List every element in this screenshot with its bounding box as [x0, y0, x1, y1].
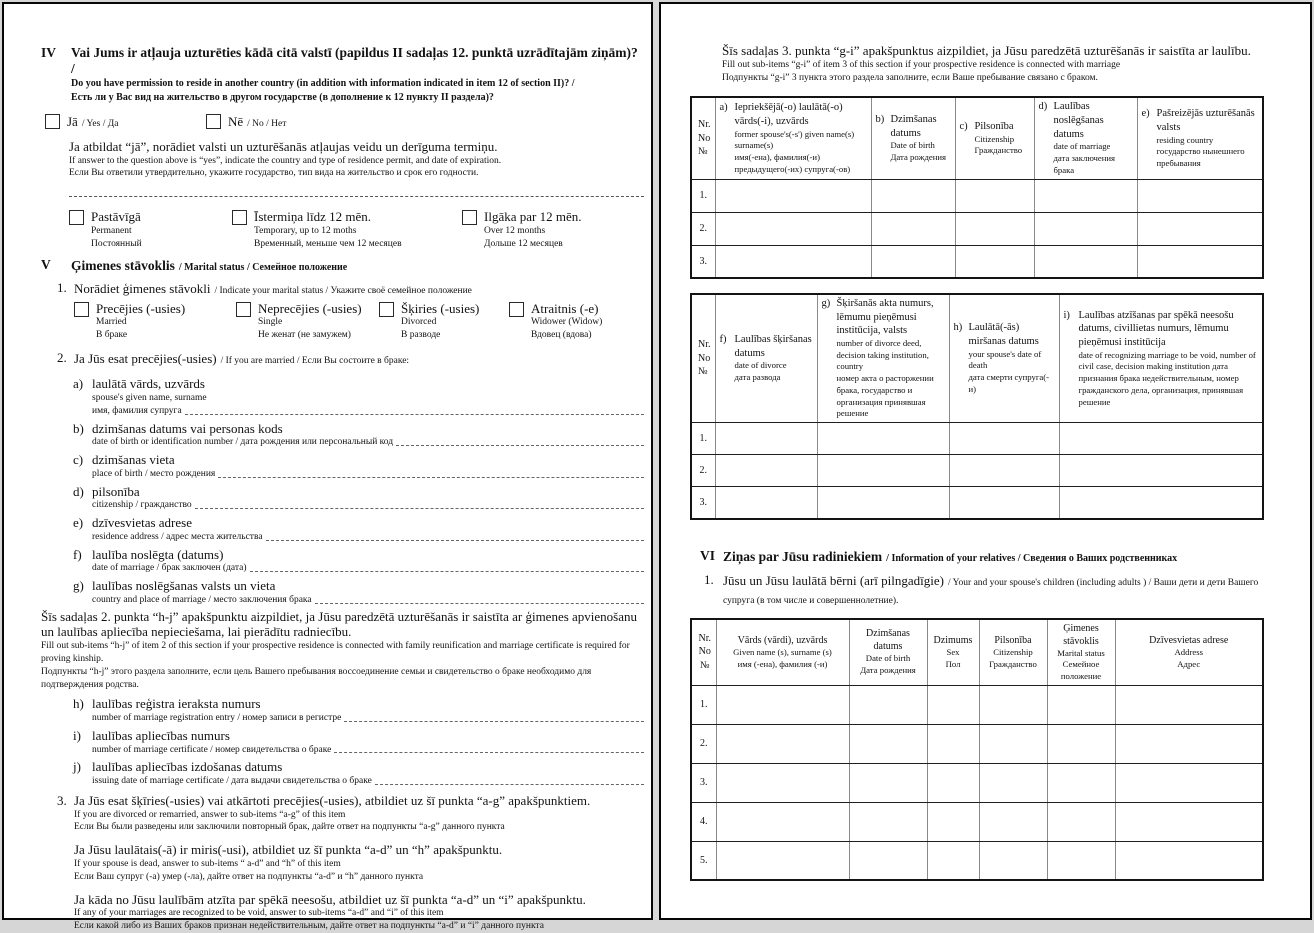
marital-status-options — [74, 301, 644, 342]
option-label-en: Over 12 months — [484, 225, 546, 236]
empty-cell[interactable] — [1115, 802, 1263, 841]
col-header-sex: Dzimums Sex Пол — [927, 619, 979, 686]
fill-in-line[interactable] — [195, 508, 644, 509]
checkbox-permanent[interactable] — [69, 210, 84, 225]
subitem-label-lv: laulātā vārds, uzvārds — [92, 376, 205, 392]
group-lv: Ja Jūs esat šķīries(-usies) vai atkārtoti precējies(-usies), atbildiet uz šī punkta “a-g” apakšpunktiem. — [74, 792, 591, 808]
subitem-label-lv: laulība noslēgta (datums) — [92, 546, 224, 562]
item-number: 3. — [57, 792, 67, 808]
checkbox-yes[interactable] — [45, 114, 60, 129]
note-h-j — [41, 609, 644, 692]
empty-cell[interactable] — [716, 685, 849, 724]
no-label-translation: / No / Нет — [247, 118, 287, 129]
empty-cell[interactable] — [949, 423, 1059, 455]
subitem-key: f) — [73, 546, 82, 562]
checkbox-single[interactable] — [236, 302, 251, 317]
empty-cell[interactable] — [927, 724, 979, 763]
col-key: c) — [959, 120, 968, 132]
empty-cell[interactable] — [1115, 724, 1263, 763]
empty-cell[interactable] — [1115, 841, 1263, 880]
intro-ru: Подпункты “g-i” 3 пункта этого раздела заполните, если Ваше пребывание связано с браком. — [722, 72, 1098, 83]
group-ru: Если Вы были разведены или заключили повторный брак, дайте ответ на подпункты “a-g” данного пункта — [74, 822, 505, 833]
option-widower — [509, 301, 602, 342]
row-number: 1. — [691, 423, 715, 455]
subitem-label-lv: pilsonība — [92, 483, 140, 499]
col-header-nr: Nr. No № — [691, 619, 716, 686]
subitem-label-lv: dzīvesvietas adrese — [92, 515, 192, 531]
empty-cell[interactable] — [979, 802, 1047, 841]
subitem-label-translation: date of marriage / брак заключен (дата) — [92, 563, 247, 574]
option-label-en: Permanent — [91, 225, 132, 236]
subitem-key: h) — [73, 696, 84, 712]
checkbox-no[interactable] — [206, 114, 221, 129]
empty-cell[interactable] — [849, 802, 927, 841]
empty-cell[interactable] — [817, 455, 949, 487]
subitem-label-translation: number of marriage certificate / номер свидетельства о браке — [92, 744, 332, 755]
empty-cell[interactable] — [849, 763, 927, 802]
empty-cell[interactable] — [1047, 724, 1115, 763]
item-1-children-lv: Jūsu un Jūsu laulātā bērni (arī pilngadīgie) — [723, 572, 944, 588]
section-iv-title-ru: Есть ли у Вас вид на жительство в другом государстве (в дополнение к 12 пункту II раздела)? — [71, 92, 494, 104]
table-row — [691, 455, 1263, 487]
empty-cell[interactable] — [1047, 841, 1115, 880]
item-3-group-1 — [74, 793, 644, 834]
group-en: If any of your marriages are recognized to be void, answer to sub-items “a-d” and “i” of this item — [74, 908, 444, 919]
col-key: h) — [953, 322, 963, 334]
table-row — [691, 685, 1263, 724]
option-married — [74, 301, 236, 342]
subitem-d — [73, 484, 644, 513]
empty-cell[interactable] — [1034, 212, 1137, 245]
option-label-ru: Вдовец (вдова) — [531, 330, 592, 341]
subitem-e — [73, 515, 644, 544]
empty-cell[interactable] — [871, 179, 955, 212]
subitem-label-lv: laulības apliecības izdošanas datums — [92, 759, 283, 775]
group-ru: Если Ваш супруг (-а) умер (-ла), дайте ответ на подпункты “a-d” и “h” данного пункта — [74, 871, 424, 882]
row-number: 4. — [691, 802, 716, 841]
subitem-label-lv: laulības noslēgšanas valsts un vieta — [92, 578, 276, 594]
table-row — [691, 423, 1263, 455]
fill-in-line[interactable] — [396, 445, 644, 446]
empty-cell[interactable] — [927, 763, 979, 802]
option-temporary — [232, 209, 462, 250]
col-key: b) — [875, 114, 885, 126]
subitem-label-translation: citizenship / гражданство — [92, 500, 192, 511]
note-h-j-lv: Šīs sadaļas 2. punkta “h-j” apakšpunktu aizpildiet, ja Jūsu paredzētā uzturēšanās ir saistīta ar ģimenes apvienošanu un laulības apliecība nepieciešama, lai pierādītu radniecību. — [41, 608, 638, 640]
empty-cell[interactable] — [949, 487, 1059, 519]
checkbox-divorced[interactable] — [379, 302, 394, 317]
item-1-marital-status — [57, 280, 644, 298]
col-header-date-of-birth: Dzimšanas datums Date of birth Дата рождения — [849, 619, 927, 686]
empty-cell[interactable] — [1059, 455, 1263, 487]
empty-cell[interactable] — [949, 455, 1059, 487]
option-label-en: Widower (Widow) — [531, 317, 603, 328]
empty-cell[interactable] — [1137, 179, 1263, 212]
subitem-c — [73, 452, 644, 481]
row-number: 5. — [691, 841, 716, 880]
page-left — [2, 2, 653, 932]
row-number: 1. — [691, 685, 716, 724]
subitem-j — [73, 759, 644, 788]
col-header-nr: Nr. No № — [691, 97, 715, 179]
option-label-lv: Šķiries (-usies) — [401, 300, 480, 316]
note-en: If answer to the question above is “yes”, indicate the country and type of residence permit, and date of expiration. — [69, 155, 502, 166]
empty-cell[interactable] — [817, 487, 949, 519]
subitem-key: a) — [73, 376, 84, 392]
empty-cell[interactable] — [716, 841, 849, 880]
empty-cell[interactable] — [871, 212, 955, 245]
marriage-dissolution-table — [690, 293, 1264, 520]
empty-cell[interactable] — [716, 802, 849, 841]
subitem-label-translation: issuing date of marriage certificate / дата выдачи свидетельства о браке — [92, 776, 372, 786]
option-label-lv: Ilgāka par 12 mēn. — [484, 209, 582, 225]
intro-en: Fill out sub-items “g-i” of item 3 of this section if your prospective residence is connected with marriage — [722, 59, 1121, 70]
option-label-ru: Дольше 12 месяцев — [484, 238, 563, 249]
group-lv: Ja kāda no Jūsu laulībām atzīta par spēkā neesošu, atbildiet uz šī punkta “a-d” un “i” apakšpunktu. — [74, 891, 586, 907]
previous-marriages-table — [690, 96, 1264, 279]
option-label-en: Temporary, up to 12 moths — [254, 225, 357, 236]
group-ru: Если какой либо из Ваших браков признан недействительным, дайте ответ на подпункты “a-d” и “i” данного пункта — [74, 921, 544, 932]
empty-cell[interactable] — [1034, 179, 1137, 212]
option-yes — [45, 113, 206, 131]
subitem-label-translation: residence address / адрес места жительства — [92, 531, 263, 542]
empty-cell[interactable] — [817, 423, 949, 455]
col-header-spouse-death-date: h) Laulātā(-ās) miršanas datums your spouse's date of death дата смерти супруга(-и) — [949, 294, 1059, 423]
subitem-label-lv: dzimšanas datums vai personas kods — [92, 420, 283, 436]
yes-label-translation: / Yes / Да — [81, 118, 119, 129]
option-permanent — [69, 209, 232, 250]
option-label-lv: Precējies (-usies) — [96, 300, 186, 316]
option-label-lv: Atraitnis (-e) — [531, 300, 599, 316]
option-label-ru: Не женат (не замужем) — [258, 330, 351, 341]
item-3-group-3 — [74, 892, 644, 933]
table-row — [691, 841, 1263, 880]
empty-cell[interactable] — [955, 179, 1034, 212]
empty-cell[interactable] — [849, 841, 927, 880]
option-label-ru: Временный, меньше чем 12 месяцев — [254, 238, 402, 249]
fill-in-line[interactable] — [266, 540, 644, 541]
subitem-b — [73, 421, 644, 450]
table-row — [691, 179, 1263, 212]
checkbox-widower[interactable] — [509, 302, 524, 317]
subitem-label-lv: laulības reģistra ieraksta numurs — [92, 696, 261, 712]
col-header-date-of-birth: b) Dzimšanas datums Date of birth Дата рождения — [871, 97, 955, 179]
group-en: If you are divorced or remarried, answer to sub-items “a-g” of this item — [74, 809, 346, 820]
item-3-divorced-remarried — [57, 793, 644, 933]
empty-cell[interactable] — [979, 841, 1047, 880]
option-single — [236, 301, 379, 342]
option-label-lv: Īstermiņa līdz 12 mēn. — [254, 209, 371, 225]
table-row — [691, 212, 1263, 245]
col-key: a) — [719, 102, 728, 114]
section-iv-heading — [41, 45, 644, 105]
fill-in-line[interactable] — [250, 571, 644, 572]
empty-cell[interactable] — [979, 685, 1047, 724]
item-1-label-translation: / Indicate your marital status / Укажите своё семейное положение — [214, 285, 472, 296]
item-2-label-lv: Ja Jūs esat precējies(-usies) — [74, 351, 217, 367]
subitem-key: d) — [73, 483, 84, 499]
empty-cell[interactable] — [979, 763, 1047, 802]
option-divorced — [379, 301, 509, 342]
subitem-a — [73, 376, 644, 417]
subitem-key: j) — [73, 759, 81, 775]
section-vi-title-lv: Ziņas par Jūsu radiniekiem — [723, 548, 883, 564]
empty-cell[interactable] — [849, 724, 927, 763]
row-number: 2. — [691, 212, 715, 245]
yes-label: Jā — [67, 113, 78, 129]
page-right — [659, 2, 1312, 920]
empty-cell[interactable] — [715, 212, 871, 245]
empty-cell[interactable] — [715, 487, 817, 519]
empty-cell[interactable] — [1047, 763, 1115, 802]
empty-cell[interactable] — [979, 724, 1047, 763]
item-2-label-translation: / If you are married / Если Вы состоите в браке: — [220, 356, 410, 367]
col-header-name-surname: Vārds (vārdi), uzvārds Given name (s), surname (s) имя (-ена), фамилия (-и) — [716, 619, 849, 686]
empty-cell[interactable] — [1059, 487, 1263, 519]
row-number: 2. — [691, 455, 715, 487]
section-v-title-translation: / Marital status / Семейное положение — [178, 261, 348, 273]
section-vi-title-translation: / Information of your relatives / Сведения о Ваших родственниках — [886, 552, 1178, 564]
row-number: 3. — [691, 763, 716, 802]
group-en: If your spouse is dead, answer to sub-items “ a-d” and “h” of this item — [74, 858, 341, 869]
option-label-en: Divorced — [401, 317, 437, 328]
section-v-title-lv: Ģimenes stāvoklis — [71, 257, 175, 273]
section-vi-number: VI — [700, 547, 716, 563]
note-lv: Ja atbildat “jā”, norādiet valsti un uzturēšanās atļaujas veidu un derīguma termiņu. — [69, 138, 498, 154]
table-row — [691, 763, 1263, 802]
table-row — [691, 487, 1263, 519]
note-h-j-ru: Подпункты “h-j” этого раздела заполните, если цель Вашего пребывания воссоединение семьи и свидетельство о браке необходимо для подтверждения родства. — [41, 666, 592, 690]
empty-cell[interactable] — [1115, 763, 1263, 802]
subitem-label-translation: number of marriage registration entry / номер записи в регистре — [92, 713, 342, 723]
permit-type-options — [69, 209, 644, 250]
subitem-key: c) — [73, 452, 84, 468]
empty-cell[interactable] — [1034, 245, 1137, 278]
empty-cell[interactable] — [1059, 423, 1263, 455]
item-number: 1. — [57, 279, 67, 295]
yes-no-row — [45, 113, 644, 131]
item-3-group-2 — [74, 842, 644, 883]
subitem-label-lv: laulības apliecības numurs — [92, 727, 230, 743]
empty-cell[interactable] — [715, 455, 817, 487]
group-lv: Ja Jūsu laulātais(-ā) ir miris(-usi), atbildiet uz šī punkta “a-d” un “h” apakšpunktu. — [74, 842, 503, 858]
empty-cell[interactable] — [955, 245, 1034, 278]
subitem-label-translation: place of birth / место рождения — [92, 468, 216, 479]
col-header-address: Dzīvesvietas adrese Address Адрес — [1115, 619, 1263, 686]
table-row — [691, 802, 1263, 841]
fill-in-line[interactable] — [375, 784, 644, 785]
checkbox-married[interactable] — [74, 302, 89, 317]
empty-cell[interactable] — [1047, 802, 1115, 841]
no-label: Nē — [228, 113, 244, 129]
subitem-key: g) — [73, 578, 84, 594]
children-table — [690, 618, 1264, 882]
option-label-ru: Постоянный — [91, 238, 142, 249]
empty-cell[interactable] — [1137, 212, 1263, 245]
row-number: 3. — [691, 487, 715, 519]
col-header-divorce-deed: g) Šķiršanās akta numurs, lēmumu pieņēmusi institūcija, valsts number of divorce deed, decision taking institution, country номер акта о расторжении брака, государство и организация принявшая решение — [817, 294, 949, 423]
empty-cell[interactable] — [1137, 245, 1263, 278]
option-label-lv: Neprecējies (-usies) — [258, 300, 362, 316]
item-1-children — [704, 572, 1274, 608]
col-key: g) — [821, 298, 831, 310]
col-header-date-of-divorce: f) Laulības šķiršanas datums date of divorce дата развода — [715, 294, 817, 423]
subitem-h — [73, 696, 644, 725]
empty-cell[interactable] — [871, 245, 955, 278]
empty-cell[interactable] — [927, 685, 979, 724]
col-key: f) — [719, 334, 727, 346]
col-header-former-spouse-name: a) Iepriekšējā(-o) laulātā(-o) vārds(-i), uzvārds former spouse's(-s') given name(s) surname(s) имя(-ена), фамилия(-и) предыдущего(-их) супруга(-ов) — [715, 97, 871, 179]
subitem-g — [73, 578, 644, 607]
empty-cell[interactable] — [955, 212, 1034, 245]
col-header-citizenship: Pilsonība Citizenship Гражданство — [979, 619, 1047, 686]
subitem-label-lv: dzimšanas vieta — [92, 452, 175, 468]
subitem-f — [73, 547, 644, 576]
item-number: 2. — [57, 350, 67, 366]
col-header-date-of-marriage: d) Laulības noslēgšanas datums date of marriage дата заключения брака — [1034, 97, 1137, 179]
fill-in-line[interactable] — [334, 752, 644, 753]
empty-cell[interactable] — [715, 179, 871, 212]
col-key: d) — [1038, 101, 1048, 113]
table-row — [691, 724, 1263, 763]
subitem-label-ru: имя, фамилия супруга — [92, 405, 182, 416]
note-h-j-en: Fill out sub-items “h-j” of item 2 of this section if your prospective residence is connected with family reunification and marriage certificate is required for proving kinship. — [41, 640, 630, 664]
empty-cell[interactable] — [849, 685, 927, 724]
item-number: 1. — [704, 571, 714, 587]
row-number: 2. — [691, 724, 716, 763]
row-number: 1. — [691, 179, 715, 212]
row-number: 3. — [691, 245, 715, 278]
subitem-key: b) — [73, 420, 84, 436]
divider-dashed[interactable] — [69, 196, 644, 197]
item-1-label-lv: Norādiet ģimenes stāvokli — [74, 280, 211, 296]
col-key: e) — [1141, 108, 1150, 120]
option-no — [206, 113, 286, 131]
section-iv-title-en: Do you have permission to reside in another country (in addition with information indicated in item 12 of section II)? / — [71, 78, 575, 90]
option-label-en: Married — [96, 317, 127, 328]
fill-in-line[interactable] — [344, 721, 644, 722]
section-vi-heading — [700, 548, 1274, 566]
empty-cell[interactable] — [716, 724, 849, 763]
subitem-label-translation: country and place of marriage / место заключения брака — [92, 594, 312, 605]
empty-cell[interactable] — [1115, 685, 1263, 724]
col-header-residing-country: e) Pašreizējās uzturēšanās valsts residing country государство нынешнего пребывания — [1137, 97, 1263, 179]
section-iv-note — [69, 139, 644, 180]
subitem-key: i) — [73, 727, 81, 743]
col-key: i) — [1063, 309, 1070, 321]
empty-cell[interactable] — [715, 245, 871, 278]
subitem-label-en: spouse's given name, surname — [92, 392, 207, 403]
option-label-ru: В браке — [96, 330, 128, 341]
item-1-children-translation: / Your and your spouse's children (including adults ) / Ваши дети и дети Вашего супруга (в том числе и совершеннолетние). — [723, 577, 1259, 606]
subitem-i — [73, 728, 644, 757]
fill-in-line[interactable] — [218, 477, 644, 478]
col-header-citizenship: c) Pilsonība Citizenship Гражданство — [955, 97, 1034, 179]
empty-cell[interactable] — [715, 423, 817, 455]
checkbox-over-12-months[interactable] — [462, 210, 477, 225]
note-ru: Если Вы ответили утвердительно, укажите государство, тип вида на жительство и срок его годности. — [69, 168, 479, 179]
checkbox-temporary[interactable] — [232, 210, 247, 225]
empty-cell[interactable] — [927, 802, 979, 841]
item-2-if-married — [57, 350, 644, 368]
intro-lv: Šīs sadaļas 3. punkta “g-i” apakšpunktus aizpildiet, ja Jūsu paredzētā uzturēšanās ir saistīta ar laulību. — [722, 43, 1251, 58]
empty-cell[interactable] — [716, 763, 849, 802]
empty-cell[interactable] — [1047, 685, 1115, 724]
option-label-ru: В разводе — [401, 330, 441, 341]
subitem-label-translation: date of birth or identification number / дата рождения или персональный код — [92, 437, 394, 448]
subitem-key: e) — [73, 515, 84, 531]
section-v-heading — [41, 257, 644, 275]
fill-in-line[interactable] — [315, 603, 644, 604]
col-header-marriage-void: i) Laulības atzīšanas par spēkā neesošu datums, civillietas numurs, lēmumu pieņēmusi institūcija date of recognizing marriage to be void, number of civil case, decision making institution дата признания брака недействительным, номер гражданского дела, организация, принявшая решение — [1059, 294, 1263, 423]
option-over-12-months — [462, 209, 581, 250]
table-row — [691, 245, 1263, 278]
fill-in-line[interactable] — [185, 414, 644, 415]
section-iv-number: IV — [41, 45, 57, 60]
option-label-lv: Pastāvīgā — [91, 209, 141, 225]
empty-cell[interactable] — [927, 841, 979, 880]
section-v-number: V — [41, 256, 51, 272]
col-header-nr: Nr. No № — [691, 294, 715, 423]
section-v-item3-intro — [722, 43, 1274, 84]
option-label-en: Single — [258, 317, 283, 328]
section-iv-title-lv: Vai Jums ir atļauja uzturēties kādā citā valstī (papildus II sadaļas 12. punktā uzrādītajām ziņām)? / — [71, 45, 638, 77]
col-header-marital-status: Ģimenes stāvoklis Marital status Семейное положение — [1047, 619, 1115, 686]
